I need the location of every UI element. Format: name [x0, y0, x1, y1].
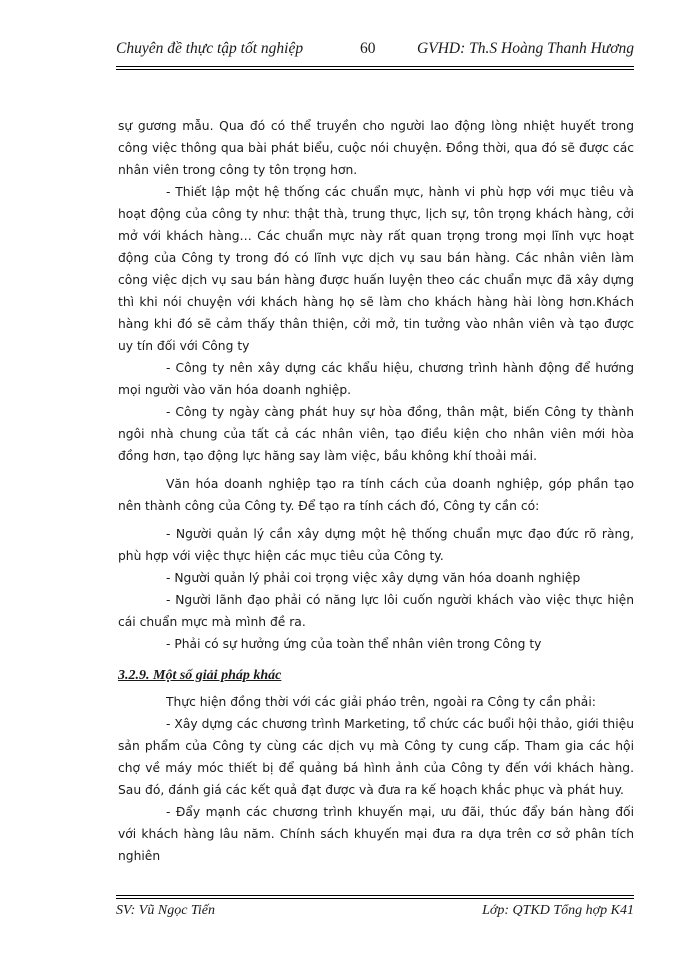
student-name: SV: Vũ Ngọc Tiến [116, 903, 216, 918]
paragraph: sự gương mẫu. Qua đó có thể truyền cho người lao động lòng nhiệt huyết trong công việc thông qua bài phát biểu, cuộc nói chuyện. Đồng thời, qua đó sẽ được các nhân viên trong công ty tôn trọng hơn. [118, 119, 634, 177]
section-heading-text: 3.2.9. Một số giải pháp khác [118, 668, 282, 683]
page-body [118, 115, 634, 867]
paragraph: - Xây dựng các chương trình Marketing, tổ chức các buổi hội thảo, giới thiệu sản phẩm của Công ty cùng các dịch vụ mà Công ty cung cấp. Tham gia các hội chợ về máy móc thiết bị để quảng bá hình ảnh của Công ty đến với khách hàng. Sau đó, đánh giá các kết quả đạt được và đưa ra kế hoạch khắc phục và phát huy. [118, 717, 634, 797]
page-footer [116, 903, 634, 925]
advisor-name: GVHD: Th.S Hoàng Thanh Hương [417, 40, 634, 57]
class-name: Lớp: QTKD Tổng hợp K41 [482, 903, 634, 918]
paragraph: - Công ty ngày càng phát huy sự hòa đồng, thân mật, biến Công ty thành ngôi nhà chung của tất cả các nhân viên, tạo điều kiện cho nhân viên mới hòa đồng hơn, tạo động lực hăng say làm việc, bầu không khí thoải mái. [118, 405, 634, 463]
paragraph: - Phải có sự hưởng ứng của toàn thể nhân viên trong Công ty [166, 637, 542, 651]
section-heading [118, 665, 634, 687]
document-title: Chuyên đề thực tập tốt nghiệp [116, 40, 304, 57]
paragraph: - Thiết lập một hệ thống các chuẩn mực, hành vi phù hợp với mục tiêu và hoạt động của công ty như: thật thà, trung thực, lịch sự, tôn trọng khách hàng, cởi mở với khách hàng… Các chuẩn mực này rất quan trọng trong mọi lĩnh vực hoạt động của Công ty trong đó có lĩnh vực dịch vụ sau bán hàng. Các nhân viên làm công việc dịch vụ sau bán hàng được huấn luyện theo các chuẩn mực đã xây dựng thì khi nói chuyện với khách hàng họ sẽ làm cho khách hàng hài lòng hơn.Khách hàng khi đó sẽ cảm thấy thân thiện, cởi mở, tin tưởng vào nhân viên và tạo được uy tín đối với Công ty [118, 185, 634, 353]
header-rule [116, 66, 634, 67]
page-number: 60 [360, 40, 376, 57]
paragraph: - Công ty nên xây dựng các khẩu hiệu, chương trình hành động để hướng mọi người vào văn hóa doanh nghiệp. [118, 361, 634, 397]
paragraph: - Đẩy mạnh các chương trình khuyến mại, ưu đãi, thúc đẩy bán hàng đối với khách hàng lâu năm. Chính sách khuyến mại đưa ra dựa trên cơ sở phân tích nghiên [118, 805, 634, 863]
footer-rule-double [116, 898, 634, 899]
header-rule-double [116, 69, 634, 70]
footer-rule [116, 895, 634, 896]
paragraph: - Người quản lý cần xây dựng một hệ thống chuẩn mực đạo đức rõ ràng, phù hợp với việc thực hiện các mục tiêu của Công ty. [118, 527, 634, 563]
paragraph: Văn hóa doanh nghiệp tạo ra tính cách của doanh nghiệp, góp phần tạo nên thành công của Công ty. Để tạo ra tính cách đó, Công ty cần có: [118, 477, 634, 513]
paragraph: Thực hiện đồng thời với các giải pháo trên, ngoài ra Công ty cần phải: [166, 695, 596, 709]
paragraph: - Người quản lý phải coi trọng việc xây dựng văn hóa doanh nghiệp [166, 571, 581, 585]
page-header [116, 40, 634, 62]
paragraph: - Người lãnh đạo phải có năng lực lôi cuốn người khách vào việc thực hiện cái chuẩn mực mà mình đề ra. [118, 593, 634, 629]
